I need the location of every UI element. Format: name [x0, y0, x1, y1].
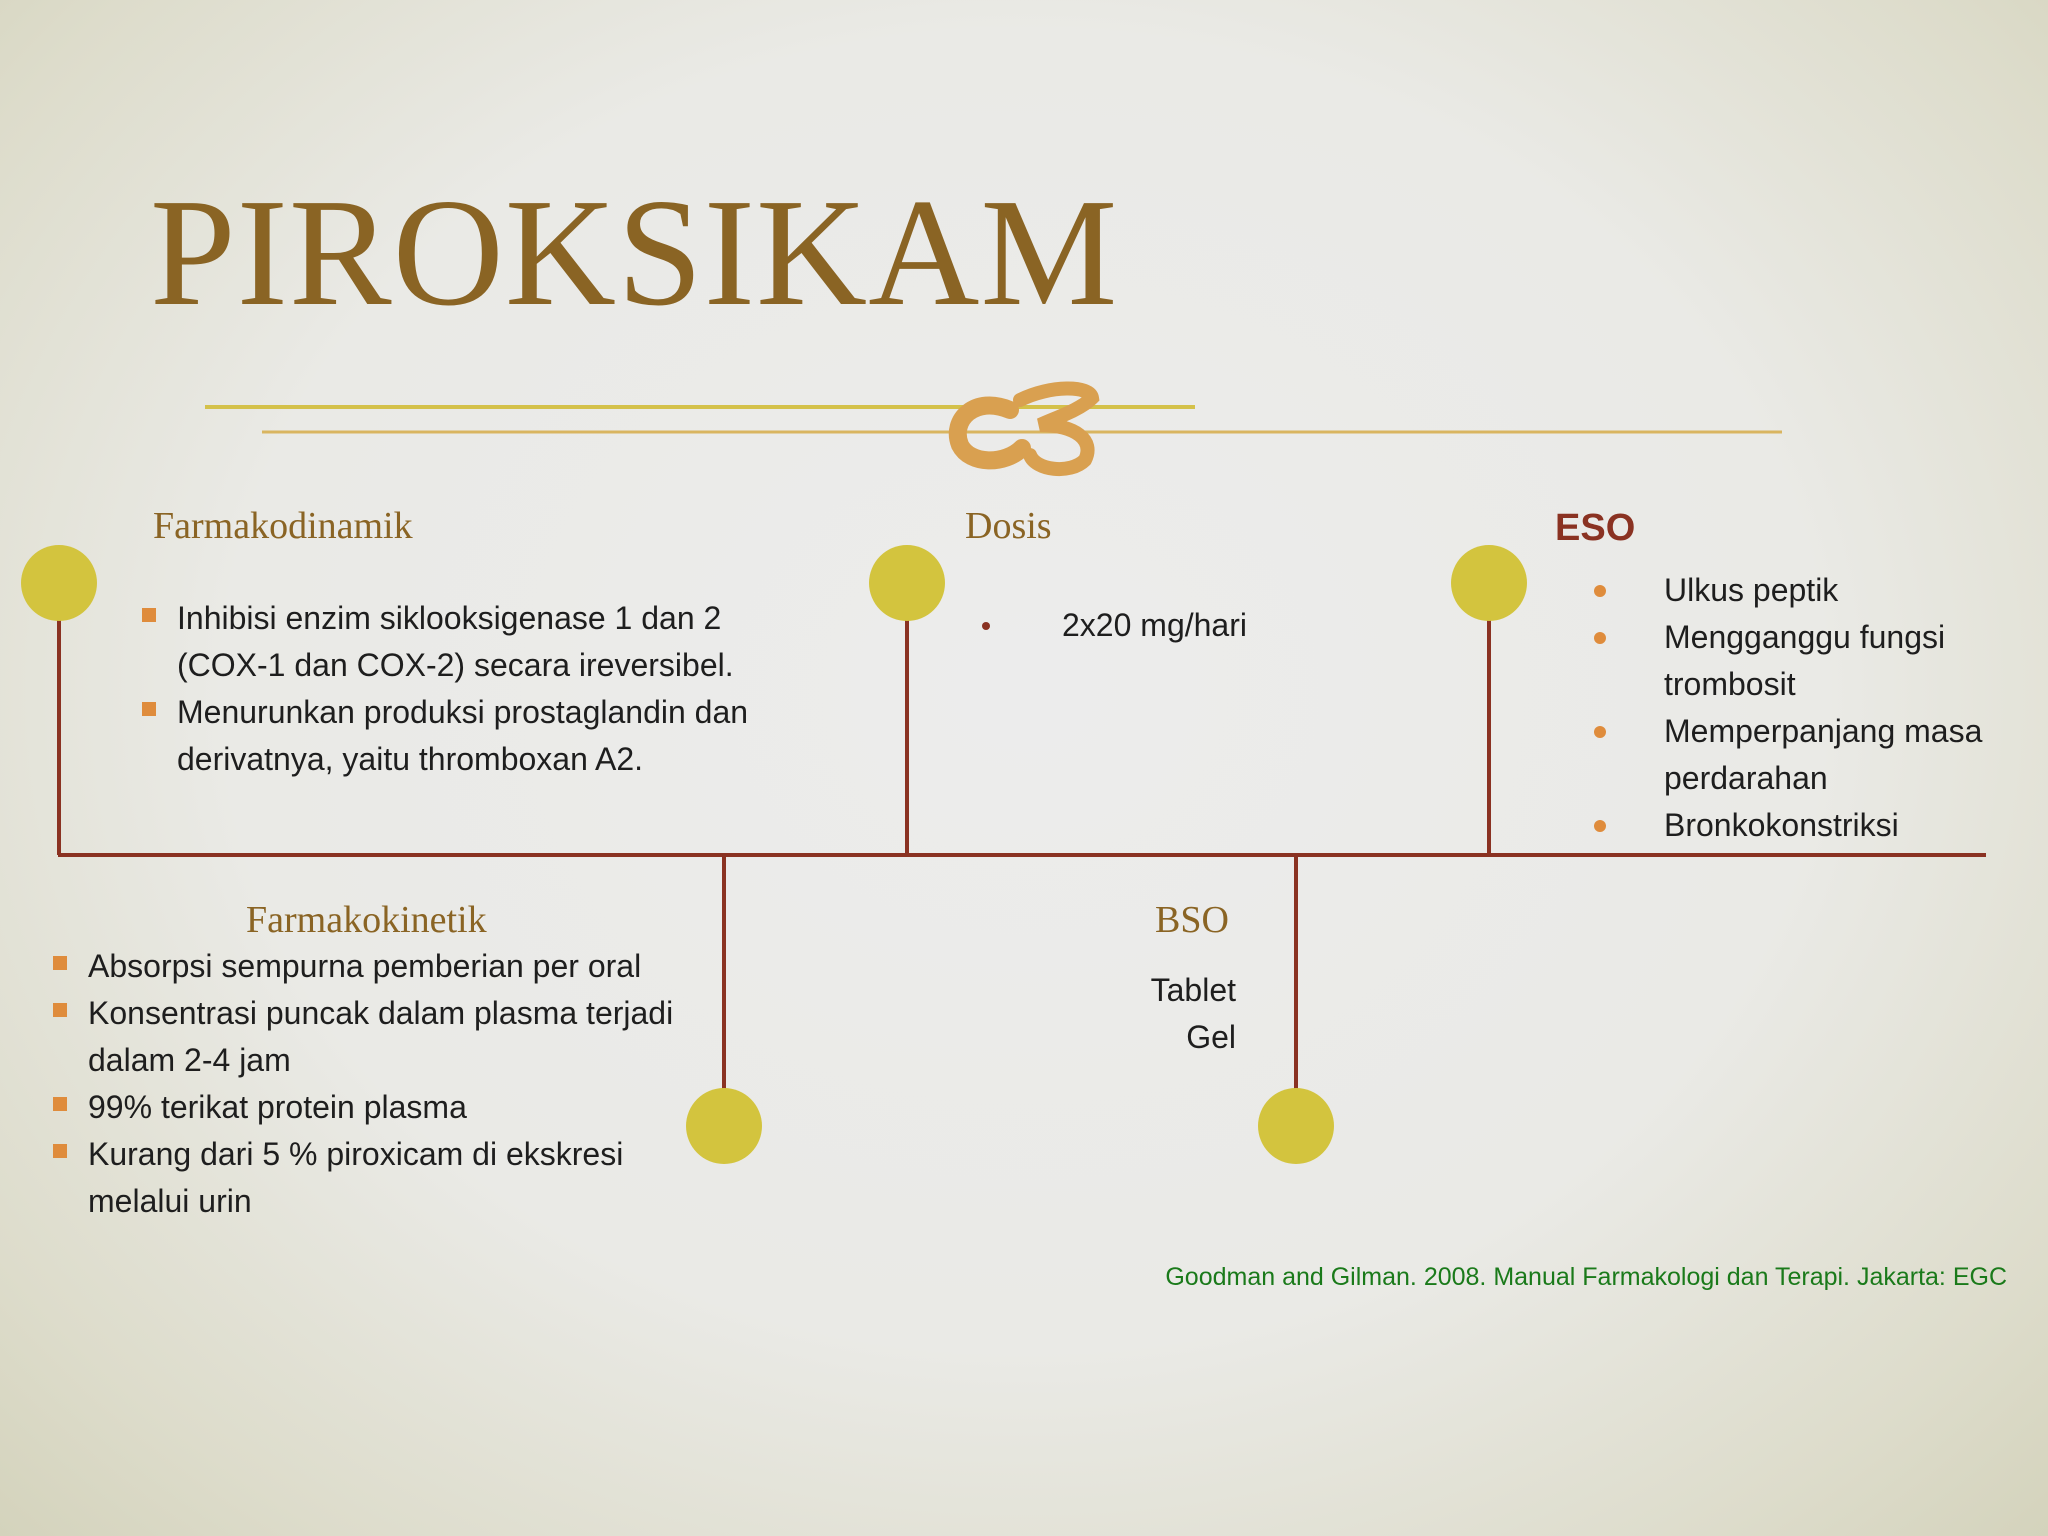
reference-citation: Goodman and Gilman. 2008. Manual Farmakologi dan Terapi. Jakarta: EGC — [1165, 1263, 2007, 1291]
dot-bullet-icon — [1594, 632, 1606, 644]
dosis-heading: Dosis — [965, 505, 1052, 547]
square-bullet-icon — [53, 1097, 67, 1111]
farmakokinetik-list — [53, 943, 693, 1225]
timeline-node-farmakokinetik — [686, 1088, 762, 1164]
list-item: Bronkokonstriksi — [1594, 802, 2014, 849]
dosis-value: 2x20 mg/hari — [1062, 607, 1247, 643]
list-item: Menurunkan produksi prostaglandin dan derivatnya, yaitu thromboxan A2. — [142, 689, 782, 783]
list-item: Memperpanjang masa perdarahan — [1594, 708, 2014, 802]
list-item: 99% terikat protein plasma — [53, 1084, 693, 1131]
slide-title: PIROKSIKAM — [150, 168, 1119, 338]
dot-bullet-icon — [1594, 726, 1606, 738]
square-bullet-icon — [142, 702, 156, 716]
square-bullet-icon — [142, 608, 156, 622]
square-bullet-icon — [53, 956, 67, 970]
timeline-node-eso — [1451, 545, 1527, 621]
list-item: Ulkus peptik — [1594, 567, 2014, 614]
dot-bullet-icon — [982, 622, 990, 630]
timeline-node-dosis — [869, 545, 945, 621]
farmakodinamik-heading: Farmakodinamik — [153, 505, 413, 547]
bso-item-gel: Gel — [1186, 1019, 1236, 1055]
square-bullet-icon — [53, 1003, 67, 1017]
bso-item-tablet: Tablet — [1150, 972, 1236, 1008]
timeline-node-bso — [1258, 1088, 1334, 1164]
list-item: Inhibisi enzim siklooksigenase 1 dan 2 (COX-1 dan COX-2) secara ireversibel. — [142, 595, 782, 689]
list-item: Mengganggu fungsi trombosit — [1594, 614, 2014, 708]
list-item: Absorpsi sempurna pemberian per oral — [53, 943, 693, 990]
list-item: Kurang dari 5 % piroxicam di ekskresi melalui urin — [53, 1131, 693, 1225]
dot-bullet-icon — [1594, 820, 1606, 832]
dot-bullet-icon — [1594, 585, 1606, 597]
eso-heading: ESO — [1555, 507, 1636, 549]
farmakodinamik-list — [142, 595, 782, 783]
bso-heading: BSO — [1155, 899, 1229, 941]
timeline-node-farmakodinamik — [21, 545, 97, 621]
square-bullet-icon — [53, 1144, 67, 1158]
farmakokinetik-heading: Farmakokinetik — [246, 899, 487, 941]
list-item: Konsentrasi puncak dalam plasma terjadi dalam 2-4 jam — [53, 990, 693, 1084]
eso-list — [1594, 567, 2014, 849]
